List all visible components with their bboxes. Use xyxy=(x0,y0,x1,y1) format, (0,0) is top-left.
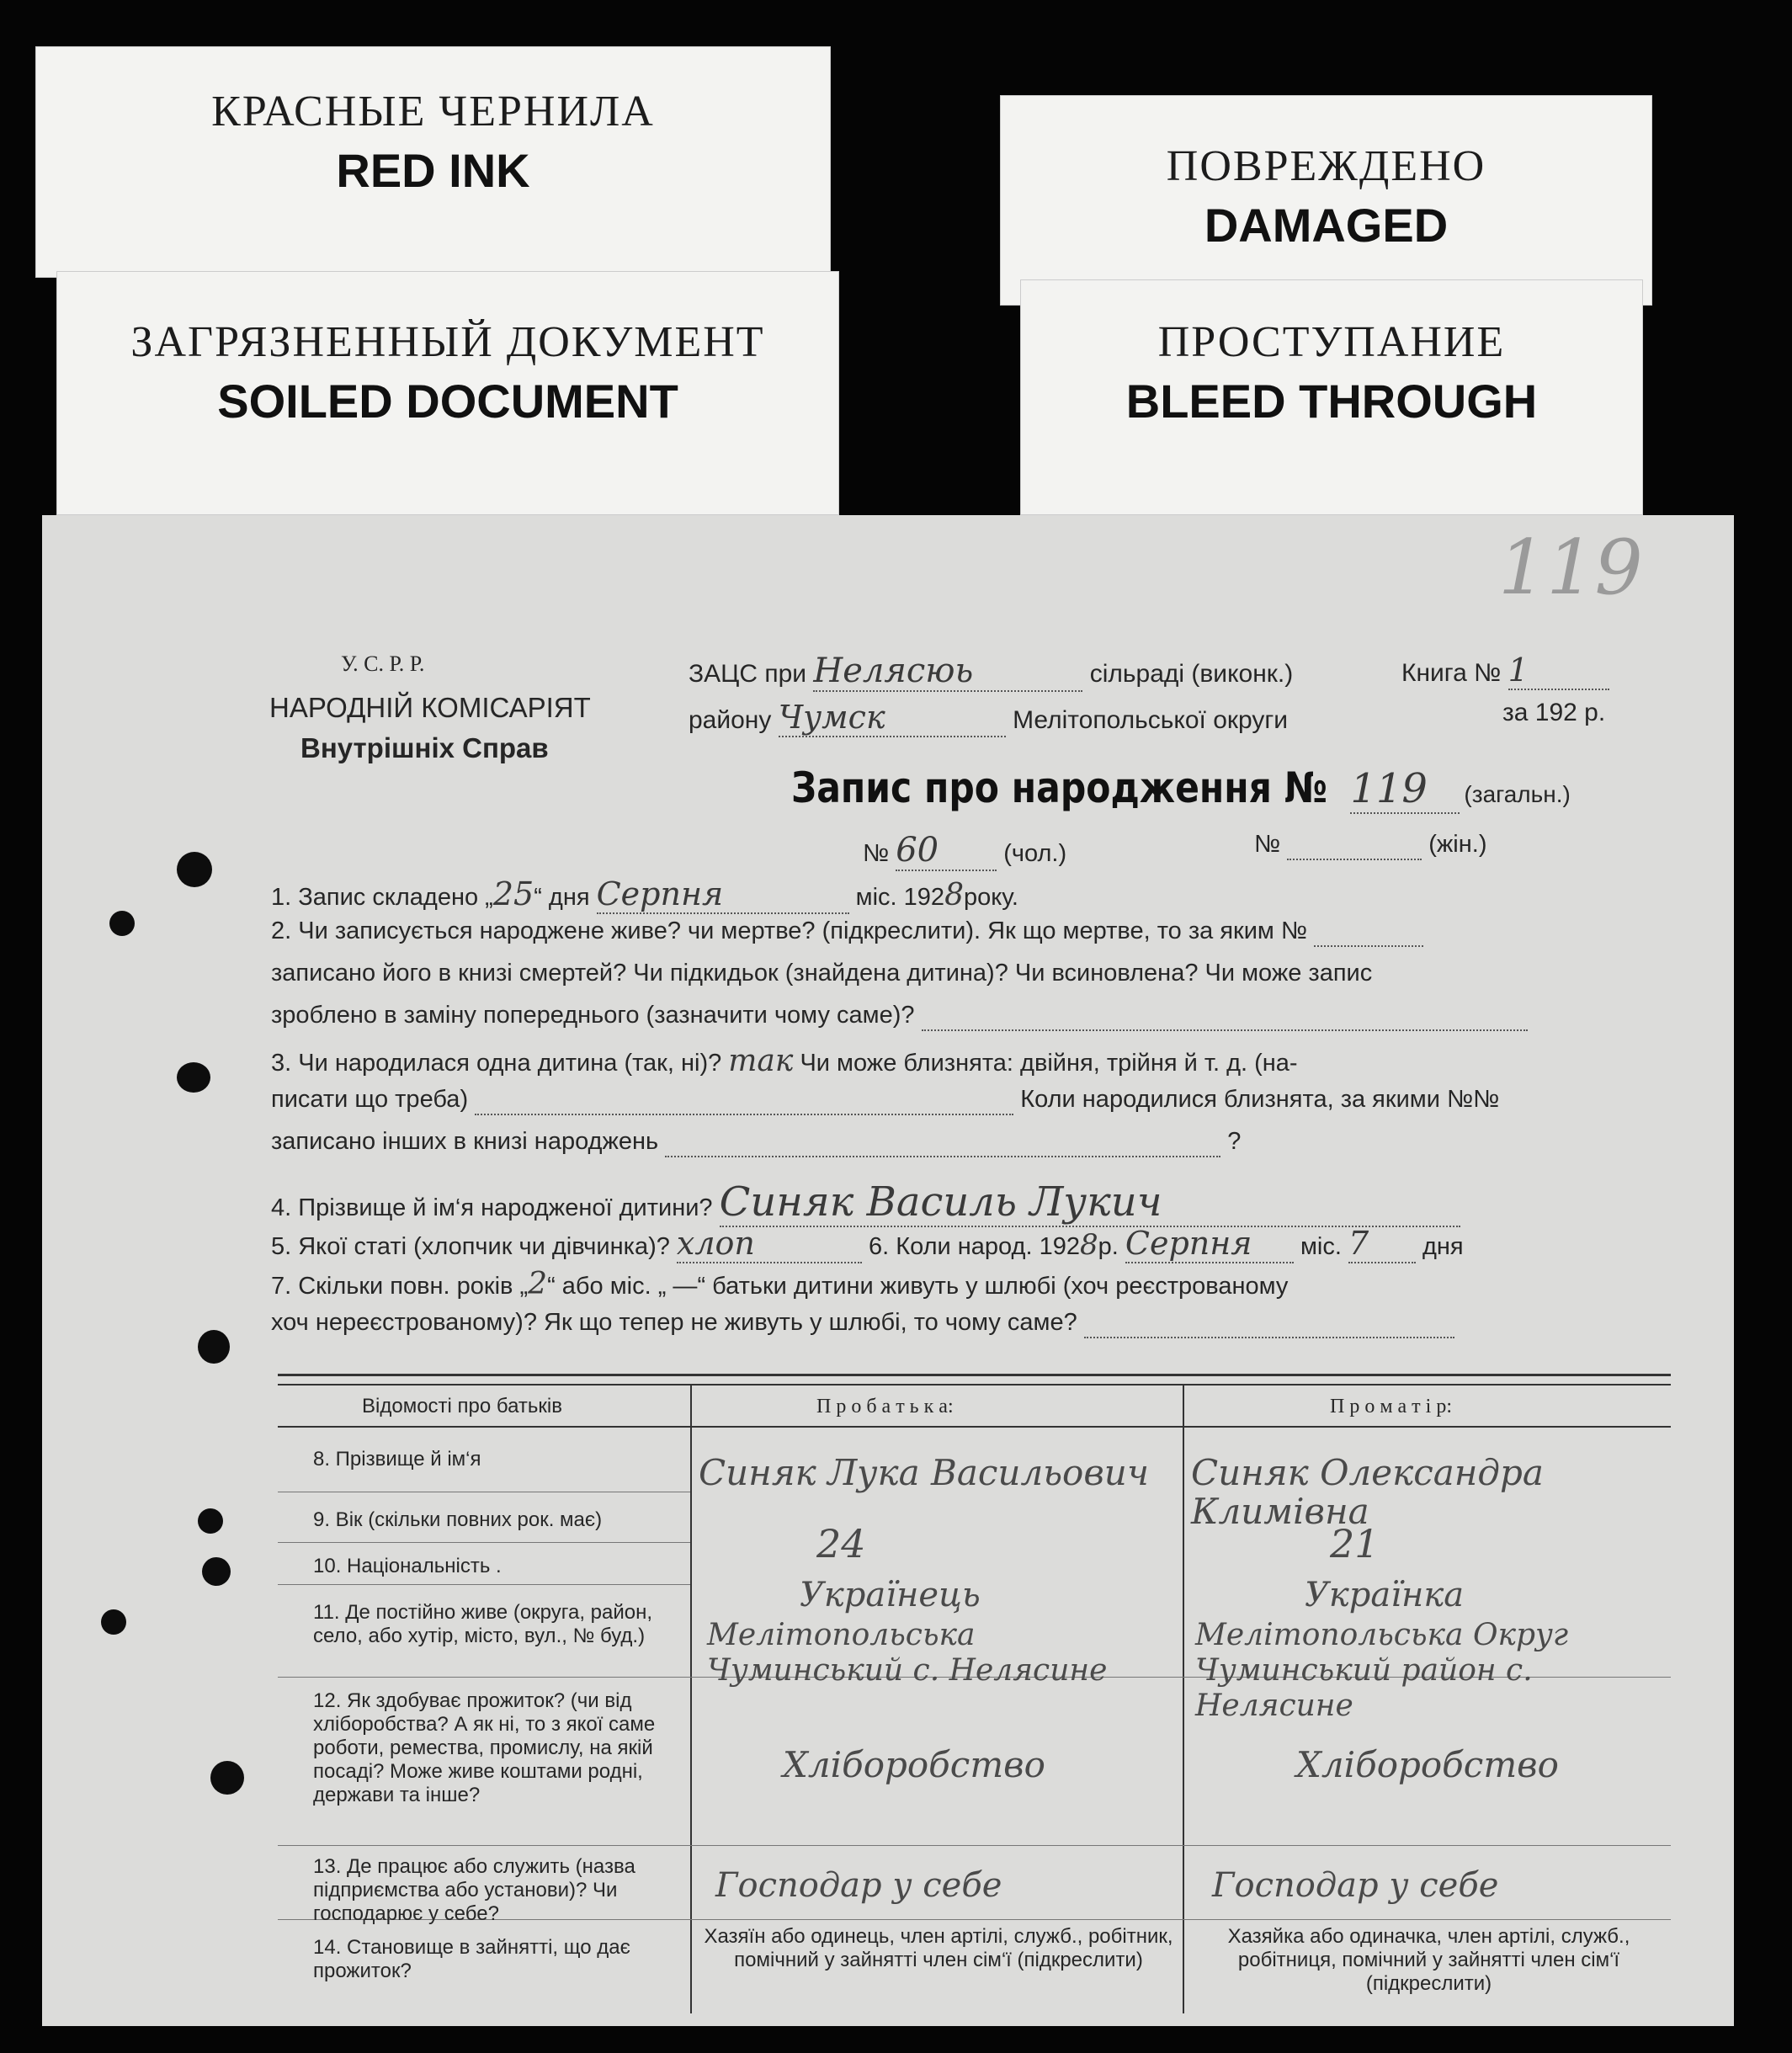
label-soiled xyxy=(56,271,839,515)
l6-r: р. xyxy=(1098,1233,1119,1260)
row-12-label: 12. Як здобуває прожиток? (чи від хліборобства? А як ні, то з якої саме роботи, ремества, промислу, на якій посаді? Може живе коштами родні, держави та інше? xyxy=(313,1689,656,1806)
label-bleed-en: BLEED THROUGH xyxy=(1125,375,1538,428)
l3-hw: так xyxy=(728,1044,794,1078)
l2a: 2. Чи записується народжене живе? чи мертве? (підкреслити). Як що мертве, то за яким № xyxy=(271,917,1308,944)
line-3e: записано інших в книзі народжень ? xyxy=(271,1128,1241,1157)
l7-hw: 2 xyxy=(528,1267,548,1301)
l7d-blank xyxy=(1084,1309,1454,1338)
label-bleed-ru: ПРОСТУПАНИЕ xyxy=(1157,318,1506,366)
zags-pre: ЗАЦС при xyxy=(689,660,807,688)
table-rule-r9 xyxy=(278,1542,690,1543)
rayon-post: Мелітопольської округи xyxy=(1013,706,1289,734)
sub-left-suffix: (чол.) xyxy=(1003,840,1067,867)
l6-hw: Серпня xyxy=(1125,1225,1294,1263)
row-10-father: Українець xyxy=(800,1576,981,1614)
l2c-blank xyxy=(922,1002,1528,1031)
punch-hole xyxy=(109,911,135,936)
zags-line xyxy=(689,652,1293,692)
row-11-father: Мелітопольська Чуминський с. Нелясине xyxy=(707,1618,1108,1688)
label-bleed xyxy=(1020,279,1643,515)
l7b: “ або міс. „ xyxy=(547,1273,667,1300)
line-1 xyxy=(271,875,1018,914)
l3a: 3. Чи народилася одна дитина (так, ні)? xyxy=(271,1050,722,1077)
line-2c xyxy=(271,1002,1528,1031)
l4-hw: Синяк Василь Лукич xyxy=(720,1178,1460,1227)
book-label: Книга № xyxy=(1401,659,1502,687)
row-14-mother: Хазяйка або одиначка, член артілі, служб., робітниця, помічний у зайнятті член сім‘ї (підкреслити) xyxy=(1227,1925,1630,1995)
sub-right-blank xyxy=(1287,831,1422,860)
l3e-blank xyxy=(665,1128,1220,1157)
row-11-label: 11. Де постійно живе (округа, район, село, або хутір, місто, вул., № буд.) xyxy=(313,1601,653,1647)
record-title: Запис про народження № xyxy=(791,763,1327,812)
l3b: Чи може близнята: двійня, трійня й т. д. (на- xyxy=(800,1050,1298,1077)
row-8-label: 8. Прізвище й ім‘я xyxy=(313,1448,481,1471)
corner-number: 119 xyxy=(1498,524,1643,612)
table-rule-top xyxy=(278,1374,1671,1376)
zags-post: сільраді (виконк.) xyxy=(1089,660,1294,688)
l1c: міс. 192 xyxy=(855,884,945,911)
line-2a xyxy=(271,917,1423,947)
punch-hole xyxy=(198,1330,230,1364)
punch-hole xyxy=(177,852,212,887)
line-2b: записано його в книзі смертей? Чи підкидьок (знайдена дитина)? Чи всиновлена? Чи може запис xyxy=(271,960,1373,987)
row-13-label: 13. Де працює або служить (назва підприємства або установи)? Чи господарює у себе? xyxy=(313,1855,635,1925)
row-9-mother: 21 xyxy=(1330,1521,1380,1566)
l6-dnya: дня xyxy=(1422,1233,1464,1260)
row-12-father: Хліборобство xyxy=(783,1744,1045,1785)
l6-yr: 8 xyxy=(1079,1228,1098,1262)
label-damaged-ru: ПОВРЕЖДЕНО xyxy=(1166,142,1486,190)
l1a: 1. Запис складено „ xyxy=(271,884,493,911)
l3e: записано інших в книзі народжень xyxy=(271,1128,659,1155)
row-14-father: Хазяїн або одинець, член артілі, служб., робітник, помічний у зайнятті член сім‘ї (підкреслити) xyxy=(704,1925,1173,1971)
l1d: року. xyxy=(963,884,1018,911)
label-red-ink xyxy=(35,46,831,278)
birth-record-sheet xyxy=(42,515,1734,2026)
punch-hole xyxy=(210,1761,244,1795)
row-11-mother: Мелітопольська Округ Чуминський район с. Нелясине xyxy=(1195,1618,1569,1723)
label-damaged-en: DAMAGED xyxy=(1204,199,1449,252)
header-ussr: У. С. Р. Р. xyxy=(341,652,425,676)
record-title-line xyxy=(791,763,1571,814)
line-4 xyxy=(271,1178,1460,1227)
l2c: зроблено в заміну попереднього (зазначити чому саме)? xyxy=(271,1002,915,1029)
l6: 6. Коли народ. 192 xyxy=(868,1233,1080,1260)
l5-hw: хлоп xyxy=(677,1225,862,1263)
l6-day: 7 xyxy=(1348,1225,1416,1263)
row-10-mother: Українка xyxy=(1305,1576,1465,1614)
line-7a: 7. Скільки повн. років „2“ або міс. „ —“ батьки дитини живуть у шлюбі (хоч реєстрованому xyxy=(271,1267,1289,1301)
label-soiled-ru: ЗАГРЯЗНЕННЫЙ ДОКУМЕНТ xyxy=(130,318,765,366)
punch-hole xyxy=(202,1557,231,1586)
l1-yr: 8 xyxy=(944,878,964,912)
table-rule-top2 xyxy=(278,1384,1671,1386)
parents-table xyxy=(278,1374,1671,2013)
l7d: хоч нереєстрованому)? Як що тепер не живуть у шлюбі, то чому саме? xyxy=(271,1309,1077,1336)
sub-left-hw: 60 xyxy=(896,831,997,871)
row-10-label: 10. Національність . xyxy=(313,1555,502,1577)
line-7d xyxy=(271,1309,1454,1338)
l5: 5. Якої статі (хлопчик чи дівчинка)? xyxy=(271,1233,670,1260)
record-title-no: 119 xyxy=(1350,765,1460,814)
l7c: “ батьки дитини живуть у шлюбі (хоч реєстрованому xyxy=(697,1273,1289,1300)
table-rule-r12 xyxy=(278,1845,1671,1846)
l1-month: Серпня xyxy=(597,875,849,914)
record-title-suffix: (загальн.) xyxy=(1464,781,1571,807)
l1-day: 25 xyxy=(492,875,534,912)
l3c: писати що треба) xyxy=(271,1086,469,1113)
punch-hole xyxy=(101,1609,126,1635)
col-header-mother: П р о м а т і р: xyxy=(1330,1396,1452,1417)
l4: 4. Прізвище й ім‘я народженої дитини? xyxy=(271,1194,713,1221)
table-rule-head xyxy=(278,1426,1671,1428)
row-9-father: 24 xyxy=(816,1521,866,1566)
row-13-father: Господар у себе xyxy=(715,1866,1002,1905)
row-9-label: 9. Вік (скільки повних рок. має) xyxy=(313,1508,603,1531)
line-5 xyxy=(271,1225,1464,1263)
row-12-mother: Хліборобство xyxy=(1296,1744,1559,1785)
book-hw: 1 xyxy=(1508,652,1609,690)
year-label: за 192 р. xyxy=(1502,699,1606,726)
l2-blank xyxy=(1314,917,1423,947)
header-commissariat: НАРОДНІЙ КОМІСАРІЯТ xyxy=(269,692,591,723)
rayon-hw: Чумск xyxy=(779,699,1006,737)
sub-right-label: № xyxy=(1254,831,1281,858)
punch-hole xyxy=(177,1062,210,1093)
label-damaged xyxy=(1000,95,1652,306)
row-8-mother: Синяк Олександра Климівна xyxy=(1191,1452,1544,1532)
table-rule-r10 xyxy=(278,1584,690,1585)
l3d: Коли народилися близнята, за якими №№ xyxy=(1020,1086,1500,1113)
sub-right xyxy=(1254,831,1486,860)
label-red-ink-en: RED INK xyxy=(336,144,530,197)
label-soiled-en: SOILED DOCUMENT xyxy=(217,375,678,428)
l6-mis: міс. xyxy=(1300,1233,1342,1260)
label-red-ink-ru: КРАСНЫЕ ЧЕРНИЛА xyxy=(211,88,655,136)
line-3a xyxy=(271,1044,1298,1078)
rayon-line xyxy=(689,699,1288,737)
col-header-info: Відомості про батьків xyxy=(362,1395,562,1417)
row-13-mother: Господар у себе xyxy=(1212,1866,1499,1905)
line-3c xyxy=(271,1086,1499,1115)
sub-right-suffix: (жін.) xyxy=(1428,831,1487,858)
l1b: “ дня xyxy=(534,884,590,911)
punch-hole xyxy=(198,1508,223,1534)
sub-left xyxy=(863,831,1066,871)
l7a: 7. Скільки повн. років „ xyxy=(271,1273,529,1300)
row-14-label: 14. Становище в зайнятті, що дає прожиток? xyxy=(313,1936,630,1982)
l3c-blank xyxy=(475,1086,1013,1115)
zags-hw: Нелясюь xyxy=(813,652,1082,692)
rayon-pre: району xyxy=(689,706,772,734)
col-header-father: П р о б а т ь к а: xyxy=(816,1396,954,1417)
header-internal-affairs: Внутрішніх Справ xyxy=(300,732,549,763)
row-8-father: Синяк Лука Васильович xyxy=(699,1452,1149,1493)
book-line xyxy=(1401,652,1609,690)
sub-left-label: № xyxy=(863,840,890,867)
